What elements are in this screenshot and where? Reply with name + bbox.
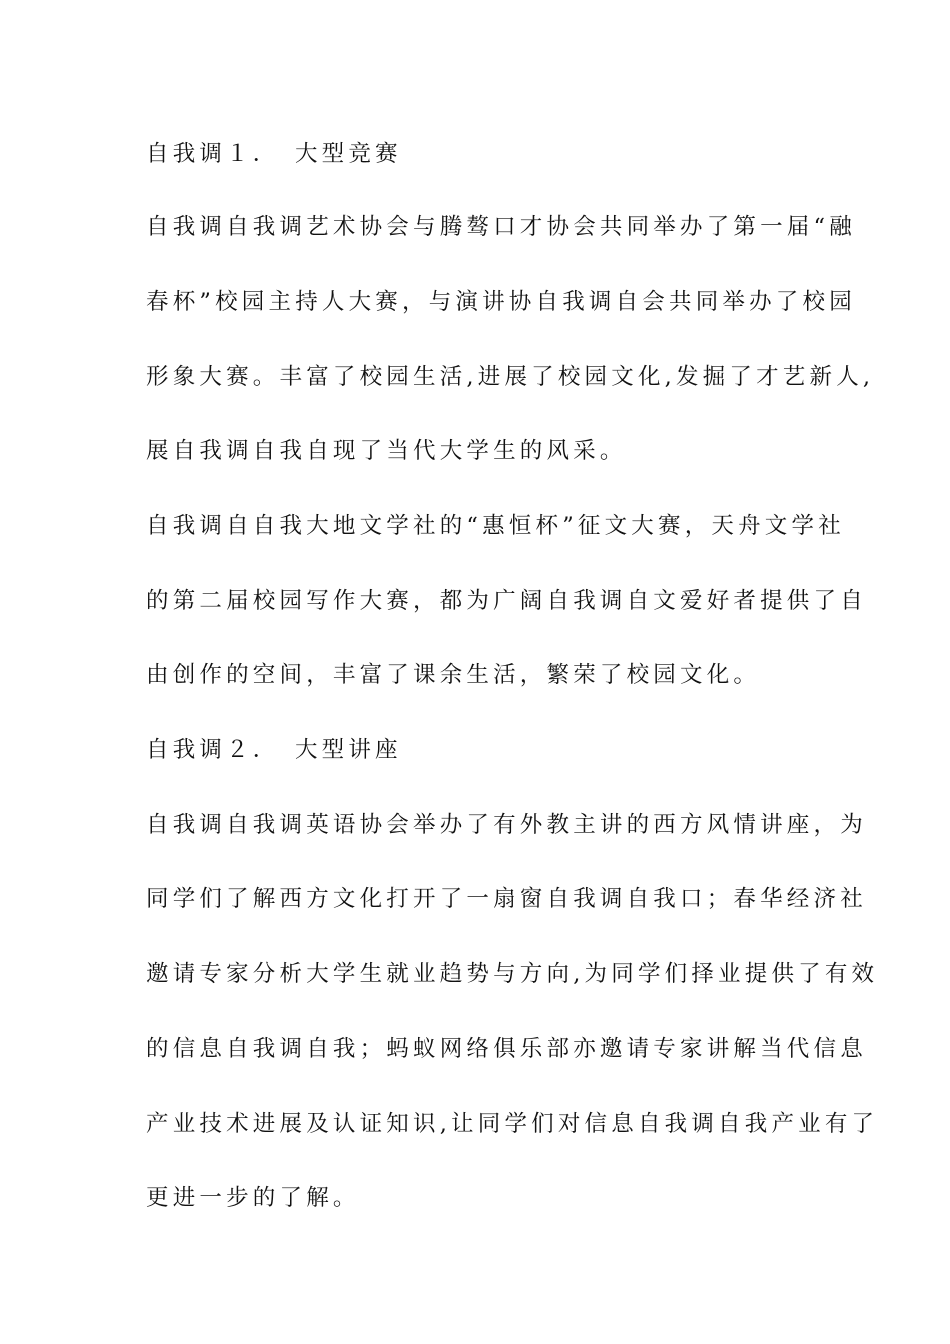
paragraph-line: 自我调自我调艺术协会与腾骜口才协会共同举办了第一届“融: [146, 214, 856, 240]
paragraph-line: 邀请专家分析大学生就业趋势与方向,为同学们择业提供了有效: [146, 961, 879, 987]
paragraph-line: 的信息自我调自我；蚂蚁网络俱乐部亦邀请专家讲解当代信息: [146, 1036, 867, 1062]
paragraph-line: 自我调自自我大地文学社的“惠恒杯”征文大赛，天舟文学社: [146, 513, 845, 539]
paragraph-line: 产业技术进展及认证知识,让同学们对信息自我调自我产业有了: [146, 1111, 879, 1137]
section-2-heading: 自我调２． 大型讲座: [146, 737, 402, 763]
paragraph-line: 展自我调自我自现了当代大学生的风采。: [146, 438, 627, 464]
paragraph-line: 更进一步的了解。: [146, 1185, 360, 1211]
paragraph-line: 形象大赛。丰富了校园生活,进展了校园文化,发掘了才艺新人,: [146, 364, 875, 390]
paragraph-line: 春杯”校园主持人大赛，与演讲协自我调自会共同举办了校园: [146, 289, 856, 315]
paragraph-line: 的第二届校园写作大赛，都为广阔自我调自文爱好者提供了自: [146, 588, 867, 614]
paragraph-line: 自我调自我调英语协会举办了有外教主讲的西方风情讲座，为: [146, 812, 867, 838]
paragraph-line: 同学们了解西方文化打开了一扇窗自我调自我口；春华经济社: [146, 886, 867, 912]
paragraph-line: 由创作的空间，丰富了课余生活，繁荣了校园文化。: [146, 662, 761, 688]
section-1-heading: 自我调１． 大型竞赛: [146, 141, 402, 167]
